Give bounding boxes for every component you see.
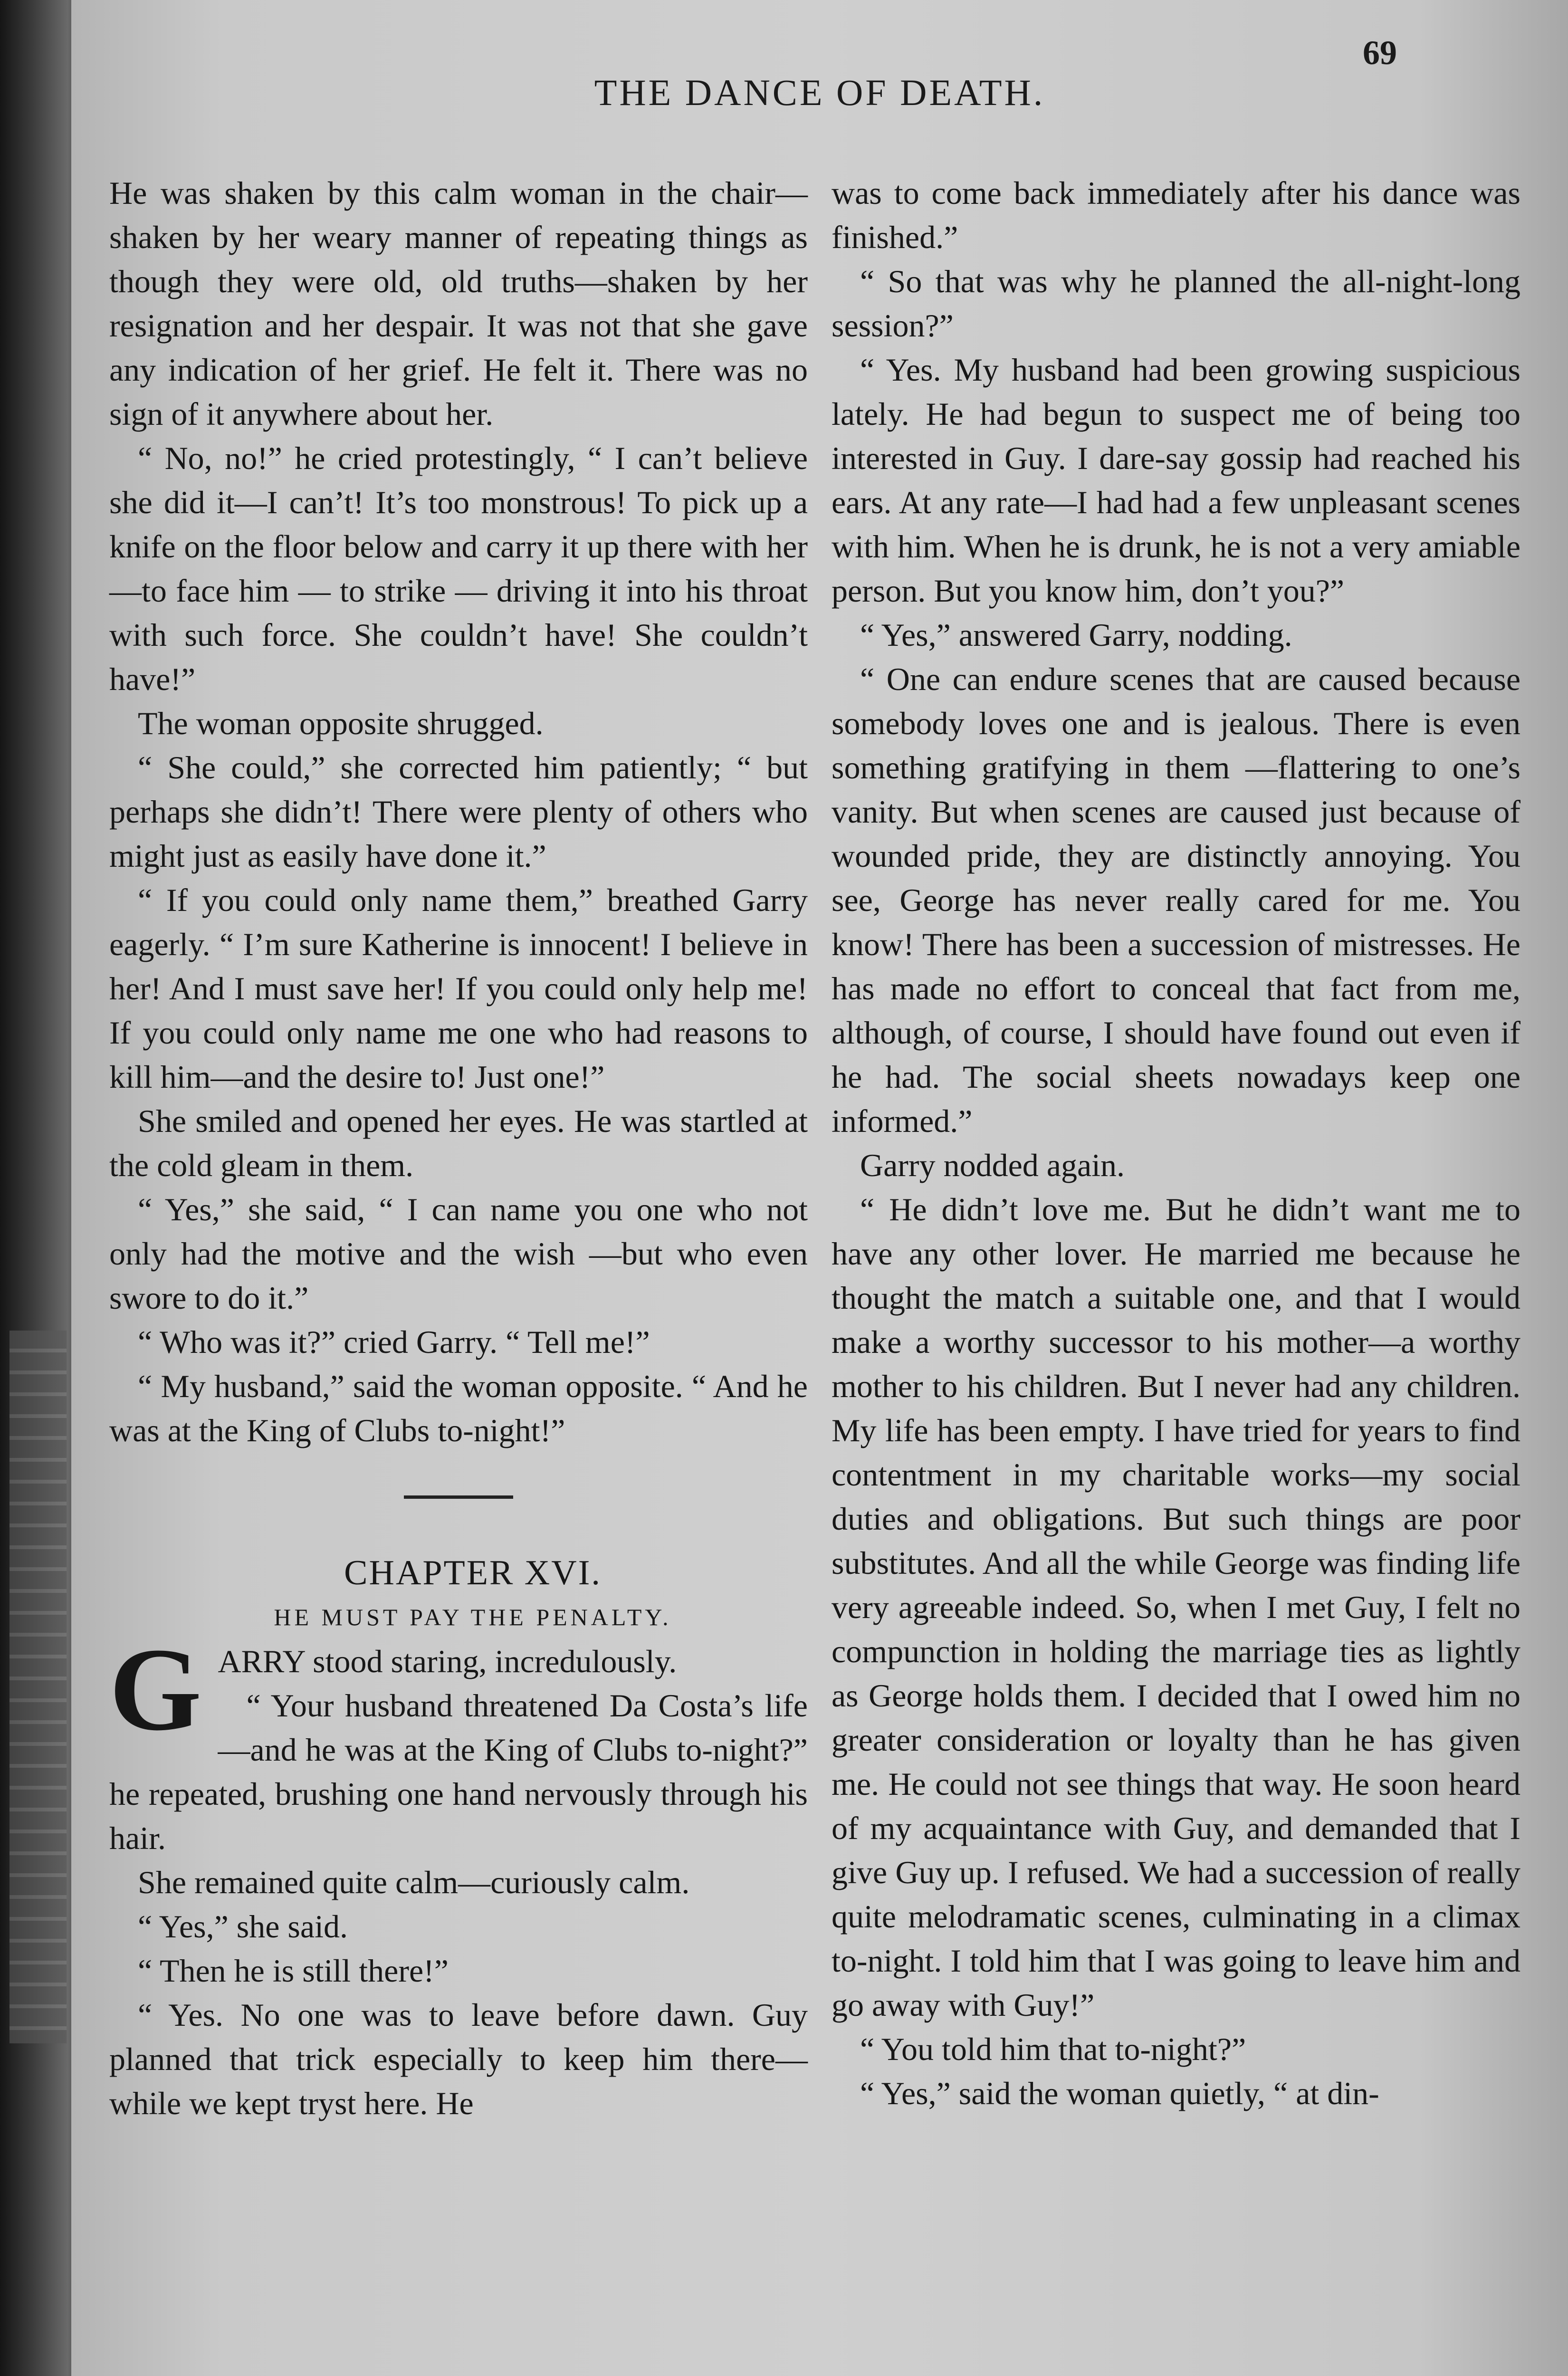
running-head: THE DANCE OF DEATH. <box>594 72 1045 113</box>
chapter-opening-paragraph <box>109 1624 808 1755</box>
paragraph: He was shaken by this calm woman in the chair—shaken by her weary manner of repeating things as though they were old, old truths—shaken by her resignation and her despair. It was not that she gave any indication of her grief. He felt it. There was no sign of it anywhere about her. <box>109 175 808 432</box>
opening-text: ARRY stood staring, incredulously. <box>218 1643 677 1679</box>
paragraph: “ Your husband threatened Da Costa’s life—and he was at the King of Clubs to-night?” he repeated, brushing one hand nervously through his hair. <box>109 1687 808 1856</box>
chapter-subtitle: HE MUST PAY THE PENALTY. <box>274 1604 672 1630</box>
section-divider <box>404 1495 513 1499</box>
drop-cap: G <box>109 1624 202 1755</box>
adjacent-page-edge <box>10 1331 67 2043</box>
paragraph: “ Then he is still there!” <box>138 1953 449 1989</box>
paragraph: Garry nodded again. <box>860 1147 1125 1183</box>
paragraph: “ Yes,” she said, “ I can name you one who not only had the motive and the wish —but who even swore to do it.” <box>109 1191 808 1316</box>
paragraph: “ If you could only name them,” breathed Garry eagerly. “ I’m sure Katherine is innocent! I believe in her! And I must save her! If you could only help me! If you could only name me one who had reasons to kill him—and the desire to! Just one!” <box>109 882 808 1095</box>
paragraph: “ My husband,” said the woman opposite. “ And he was at the King of Clubs to-night!” <box>109 1368 808 1448</box>
paragraph: “ So that was why he planned the all-night-long session?” <box>832 263 1520 344</box>
paragraph: “ Yes. No one was to leave before dawn. Guy planned that trick especially to keep him there—while we kept tryst here. He <box>109 1997 808 2121</box>
paragraph: “ Yes,” she said. <box>138 1908 348 1945</box>
book-page <box>71 0 1568 2376</box>
paragraph: The woman opposite shrugged. <box>138 705 544 741</box>
paragraph: was to come back immediately after his dance was finished.” <box>832 175 1520 255</box>
paragraph: “ He didn’t love me. But he didn’t want me to have any other lover. He married me because he thought the match a suitable one, and that I would make a worthy successor to his mother—a worthy mother to his children. But I never had any children. My life has been empty. I have tried for years to find contentment in my charitable works—my social duties and obligations. But such things are poor substitutes. And all the while George was finding life very agreeable indeed. So, when I met Guy, I felt no compunction in holding the marriage ties as lightly as George holds them. I decided that I owed him no greater consideration or loyalty than he has given me. He could not see things that way. He soon heard of my acquaintance with Guy, and demanded that I give Guy up. I refused. We had a succession of really quite melodramatic scenes, culminating in a climax to-night. I told him that I was going to leave him and go away with Guy!” <box>832 1191 1520 2023</box>
chapter-title: CHAPTER XVI. <box>344 1553 602 1592</box>
paragraph: She remained quite calm—curiously calm. <box>138 1864 690 1900</box>
paragraph: “ Yes. My husband had been growing suspicious lately. He had begun to suspect me of being too interested in Guy. I dare-say gossip had reached his ears. At any rate—I had had a few unpleasant scenes with him. When he is drunk, he is not a very amiable person. But you know him, don’t you?” <box>832 352 1520 609</box>
right-column <box>832 171 1520 2116</box>
paragraph: “ One can endure scenes that are caused because somebody loves one and is jealous. There is even something gratifying in them —flattering to one’s vanity. But when scenes are caused just because of wounded pride, they are distinctly annoying. You see, George has never really cared for me. You know! There has been a succession of mistresses. He has made no effort to conceal that fact from me, although, of course, I should have found out even if he had. The social sheets nowadays keep one informed.” <box>832 661 1520 1139</box>
paragraph: “ Who was it?” cried Garry. “ Tell me!” <box>138 1324 650 1360</box>
paragraph: “ Yes,” answered Garry, nodding. <box>860 617 1292 653</box>
paragraph: “ Yes,” said the woman quietly, “ at din- <box>860 2075 1379 2111</box>
paragraph: She smiled and opened her eyes. He was startled at the cold gleam in them. <box>109 1103 808 1183</box>
left-column <box>109 171 808 2126</box>
paragraph: “ You told him that to-night?” <box>860 2031 1246 2067</box>
page-number: 69 <box>1363 34 1397 72</box>
paragraph: “ No, no!” he cried protestingly, “ I can’t believe she did it—I can’t! It’s too monstrous! To pick up a knife on the floor below and carry it up there with her—to face him — to strike — driving it into his throat with such force. She couldn’t have! She couldn’t have!” <box>109 440 808 697</box>
paragraph: “ She could,” she corrected him patiently; “ but perhaps she didn’t! There were plenty of others who might just as easily have done it.” <box>109 749 808 874</box>
